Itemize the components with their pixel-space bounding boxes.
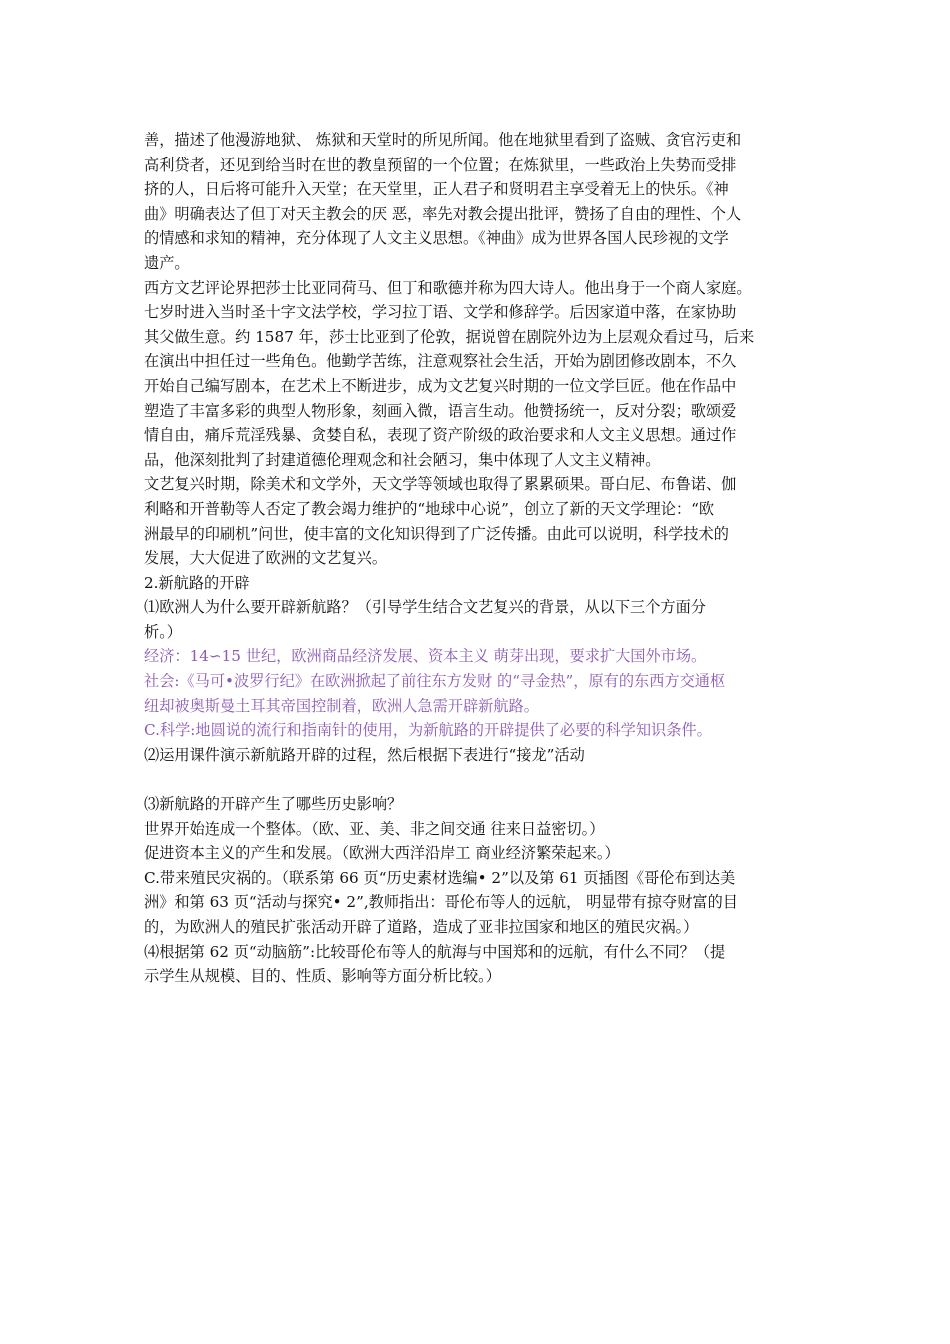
text-line: 经济：14∽15 世纪，欧洲商品经济发展、资本主义 萌芽出现，要求扩大国外市场。 <box>144 647 707 666</box>
text-line: 2.新航路的开辟 <box>144 573 250 592</box>
text-line: 洲》和第 63 页“活动与探究• 2”,教师指出：哥伦布等人的远航， 明显带有掠夺财富的目 <box>144 893 738 912</box>
text-line: 塑造了丰富多彩的典型人物形象，刻画入微，语言生动。他赞扬统一，反对分裂；歌颂爱 <box>144 401 737 420</box>
text-line: 利略和开普勒等人否定了教会竭力维护的“地球中心说”，创立了新的天文学理论：“欧 <box>144 499 715 518</box>
text-line: 发展，大大促进了欧洲的文艺复兴。 <box>144 549 387 568</box>
text-line: 开始自己编写剧本，在艺术上不断进步，成为文艺复兴时期的一位文学巨匠。他在作品中 <box>144 376 737 395</box>
text-line: C.带来殖民灾祸的。（联系第 66 页“历史素材选编• 2”以及第 61 页插图《哥伦布到达美 <box>144 868 736 887</box>
text-line: 高利贷者，还见到给当时在世的教皇预留的一个位置；在炼狱里，一些政治上失势而受排 <box>144 155 737 174</box>
text-line: ⑷根据第 62 页“动脑筋”:比较哥伦布等人的航海与中国郑和的远航，有什么不同？（提 <box>144 942 726 961</box>
text-line: 在演出中担任过一些角色。他勤学苦练，注意观察社会生活，开始为剧团修改剧本，不久 <box>144 352 737 371</box>
text-line: 示学生从规模、目的、性质、影响等方面分析比较。） <box>144 967 501 986</box>
text-line: 善，描述了他漫游地狱、 炼狱和天堂时的所见所闻。他在地狱里看到了盗贼、贪官污吏和 <box>144 131 742 149</box>
document-body <box>144 128 808 989</box>
text-line: 社会:《马可•波罗行纪》在欧洲掀起了前往东方发财 的“寻金热”，原有的东西方交通枢 <box>144 672 726 691</box>
text-line: 曲》明确表达了但丁对天主教会的厌 恶，率先对教会提出批评，赞扬了自由的理性、个人 <box>144 204 742 223</box>
text-line: 其父做生意。约 1587 年，莎士比亚到了伦敦，据说曾在剧院外边为上层观众看过马，后来 <box>144 327 755 346</box>
text-line: 挤的人，日后将可能升入天堂；在天堂里，正人君子和贤明君主享受着无上的快乐。《神 <box>144 180 729 199</box>
text-line: 的，为欧洲人的殖民扩张活动开辟了道路，造成了亚非拉国家和地区的殖民灾祸。） <box>144 918 699 936</box>
text-line: C.科学:地圆说的流行和指南针的使用，为新航路的开辟提供了必要的科学知识条件。 <box>144 721 712 740</box>
text-line: 纽却被奥斯曼土耳其帝国控制着，欧洲人急需开辟新航路。 <box>144 696 539 715</box>
text-line: 文艺复兴时期，除美术和文学外，天文学等领域也取得了累累硕果。哥白尼、布鲁诺、伽 <box>144 475 737 494</box>
text-line: 促进资本主义的产生和发展。（欧洲大西洋沿岸工 商业经济繁荣起来。） <box>144 844 620 863</box>
text-line: 品，他深刻批判了封建道德伦理观念和社会陋习，集中体现了人文主义精神。 <box>144 450 661 469</box>
text-line: 洲最早的印刷机”问世，使丰富的文化知识得到了广泛传播。由此可以说明，科学技术的 <box>144 524 729 543</box>
text-line: ⑴欧洲人为什么要开辟新航路？（引导学生结合文艺复兴的背景，从以下三个方面分 <box>144 598 706 617</box>
text-line: ⑶新航路的开辟产生了哪些历史影响？ <box>144 795 403 814</box>
text-line: ⑵运用课件演示新航路开辟的过程，然后根据下表进行“接龙”活动 <box>144 745 585 764</box>
blank-line <box>144 767 808 792</box>
text-line: 七岁时进入当时圣十字文法学校，学习拉丁语、文学和修辞学。后因家道中落，在家协助 <box>144 303 737 322</box>
text-line: 世界开始连成一个整体。（欧、亚、美、非之间交通 往来日益密切。） <box>144 819 605 838</box>
text-line: 情自由，痛斥荒淫残暴、贪婪自私，表现了资产阶级的政治要求和人文主义思想。通过作 <box>144 426 737 445</box>
text-line: 遗产。 <box>144 253 190 272</box>
text-line: 析。） <box>144 622 182 641</box>
text-line: 西方文艺评论界把莎士比亚同荷马、但丁和歌德并称为四大诗人。他出身于一个商人家庭。 <box>144 278 752 297</box>
text-line: 的情感和求知的精神，充分体现了人文主义思想。《神曲》成为世界各国人民珍视的文学 <box>144 229 729 248</box>
